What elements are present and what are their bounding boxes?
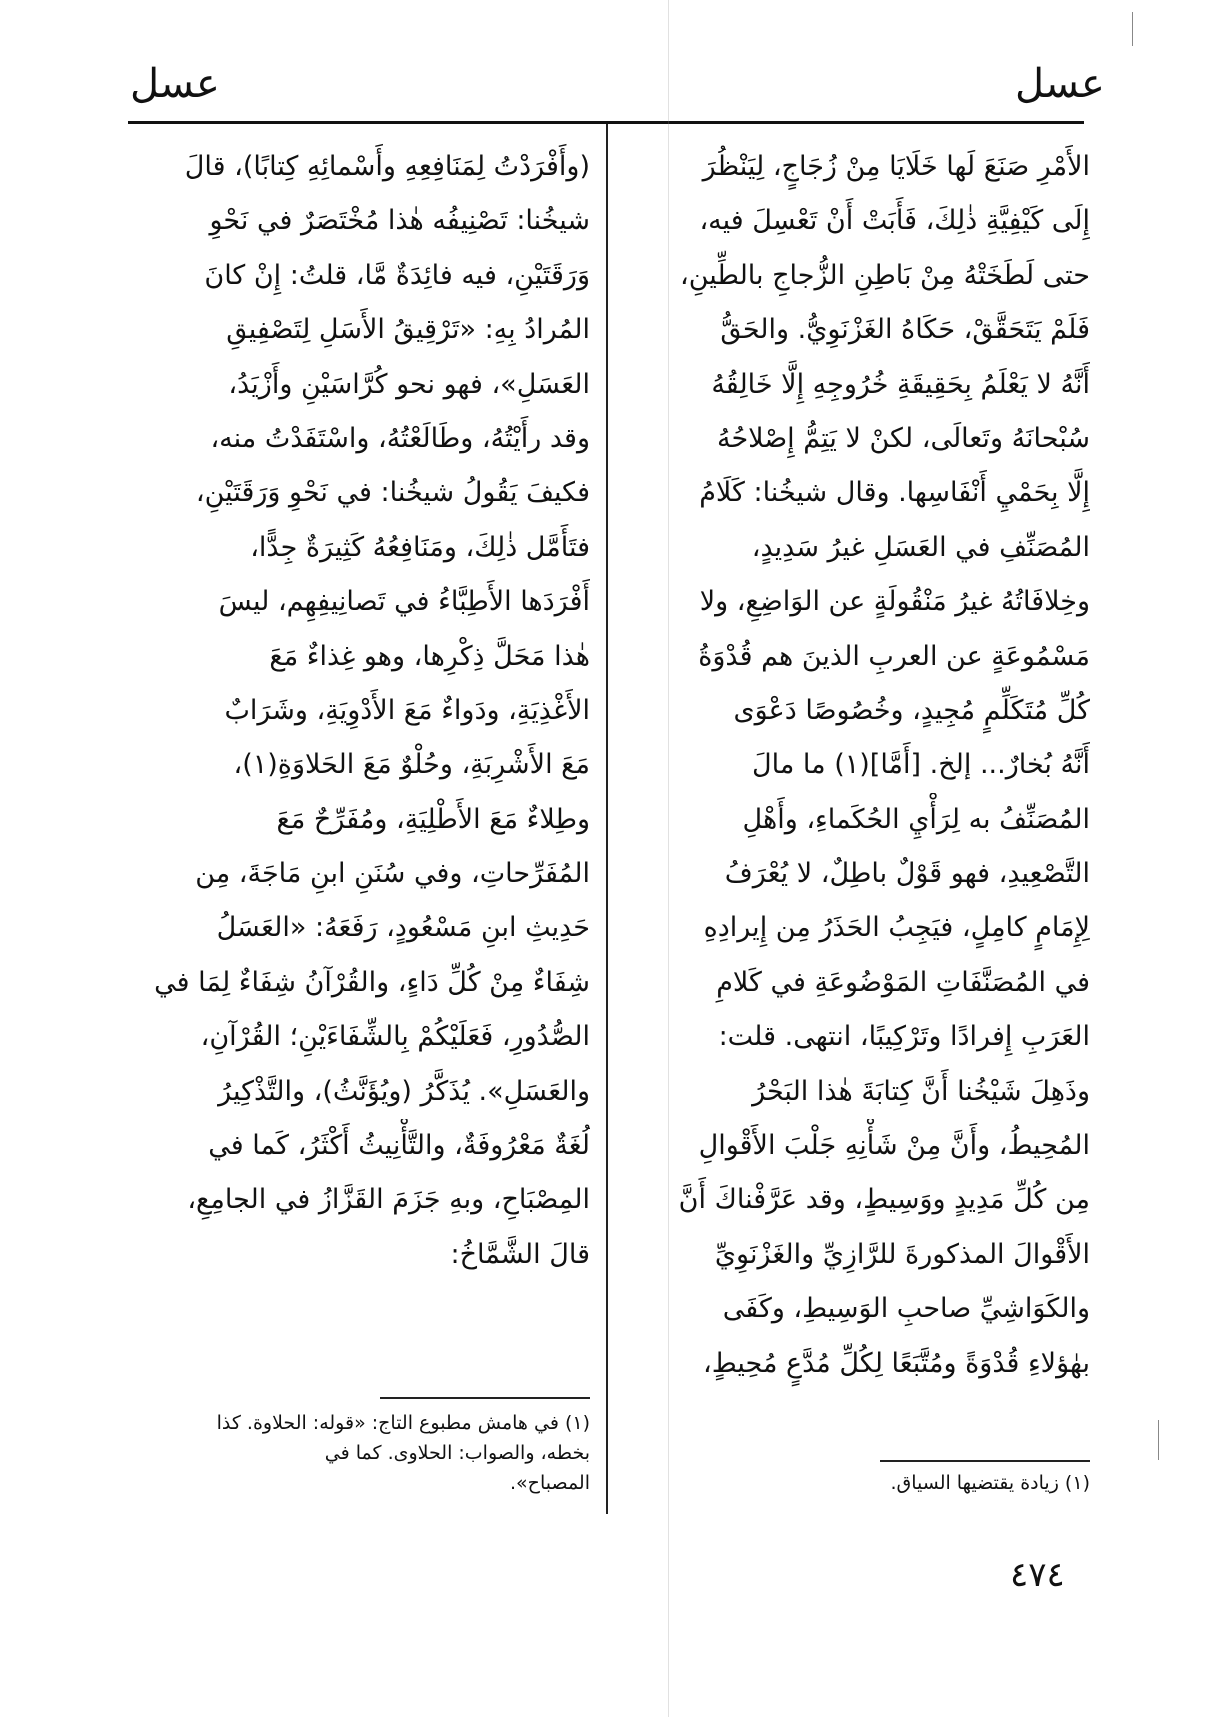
header-left-entry-word: عسل (130, 61, 220, 107)
text-line: التَّصْعِيدِ، فهو قَوْلٌ باطِلٌ، لا يُعْرَفُ (724, 858, 1090, 890)
text-line: لِإِمَامٍ كامِلٍ، فيَجِبُ الحَذَرُ مِن إِيرادِهِ (703, 912, 1090, 944)
left-footnote-line: المصباح». (510, 1472, 590, 1494)
right-footnote-rule (880, 1460, 1090, 1462)
header-right-entry-word: عسل (1015, 61, 1105, 107)
text-line: مِن كُلِّ مَدِيدٍ ووَسِيطٍ، وقد عَرَّفْناكَ أَنَّ (678, 1184, 1090, 1216)
text-line: كُلِّ مُتَكَلِّمٍ مُجِيدٍ، وخُصُوصًا دَعْوَى (733, 694, 1090, 726)
scan-artifact-line (668, 0, 669, 1717)
text-line: سُبْحانَهُ وتَعالَى، لكنْ لا يَتِمُّ إِصْلاحُهُ (716, 422, 1090, 454)
text-line: المُرادُ بِهِ: «تَرْقِيقُ الأَسَلِ لِتَصْفِيقِ (226, 314, 590, 346)
text-line: المُصَنِّفِ في العَسَلِ غيرُ سَدِيدٍ، (751, 531, 1090, 563)
text-line: وخِلافَاتُهُ غيرُ مَنْقُولَةٍ عن الوَاضِعِ، ولا (699, 586, 1090, 618)
text-line: الأَمْرِ صَنَعَ لَها خَلَايَا مِنْ زُجَاجٍ، لِيَنْظُرَ (702, 151, 1090, 182)
text-line: أَفْرَدَها الأَطِبَّاءُ في تَصانِيفِهِم، ليسَ (218, 586, 590, 618)
text-line: الأَغْذِيَةِ، ودَواءٌ مَعَ الأَدْوِيَةِ، وشَرَابٌ (224, 694, 590, 726)
text-line: المُصَنِّفُ به لِرَأْيِ الحُكَماءِ، وأَهْلِ (742, 803, 1090, 835)
text-line: الصُّدُورِ، فَعَلَيْكُمْ بِالشِّفَاءَيْنِ؛ القُرْآنِ، (200, 1021, 590, 1053)
left-text-column (138, 140, 590, 1282)
text-line: مَسْمُوعَةٍ عن العربِ الذينَ هم قُدْوَةُ (698, 640, 1090, 672)
text-line: شِفَاءٌ مِنْ كُلِّ دَاءٍ، والقُرْآنُ شِفَاءٌ لِمَا في (154, 966, 590, 998)
text-line: العَرَبِ إِفرادًا وتَرْكِيبًا، انتهى. قلت: (718, 1021, 1090, 1053)
right-text-column (635, 140, 1090, 1391)
text-line: في المُصَنَّفَاتِ المَوْضُوعَةِ في كَلامِ (716, 966, 1090, 998)
text-line: هٰذا مَحَلَّ ذِكْرِها، وهو غِذاءٌ مَعَ (269, 640, 590, 672)
text-line: المُفَرِّحاتِ، وفي سُنَنِ ابنِ مَاجَةَ، مِن (195, 858, 590, 890)
text-line: وذَهِلَ شَيْخُنا أَنَّ كِتابَةَ هٰذا البَحْرُ (752, 1075, 1090, 1107)
text-line: وطِلاءٌ مَعَ الأَطْلِيَةِ، ومُفَرِّحٌ مَعَ (276, 803, 590, 835)
text-line: حتى لَطَخَتْهُ مِنْ بَاطِنِ الزُّجاجِ بالطِّينِ، (680, 259, 1090, 291)
scan-artifact-mark (1158, 1420, 1159, 1460)
text-line: أَنَّهُ بُخارٌ... إلخ. [أَمَّا](١) ما مالَ (752, 749, 1090, 781)
column-divider (606, 124, 608, 1514)
text-line: شيخُنا: تَصْنِيفُه هٰذا مُخْتَصَرٌ في نَحْوِ (209, 205, 590, 237)
left-footnote-line: بخطه، والصواب: الحلاوى. كما في (324, 1442, 590, 1464)
text-line: المُحِيطُ، وأَنَّ مِنْ شَأْنِهِ جَلْبَ الأَقْوالِ (698, 1130, 1090, 1162)
text-line: الأَقْوالَ المذكورةَ للرَّازِيِّ والغَزْنَوِيِّ (714, 1238, 1090, 1270)
page-number: ٤٧٤ (1010, 1555, 1065, 1595)
text-line: والعَسَلِ». يُذَكَّرُ (ويُؤَنَّثُ)، والتَّذْكِيرُ (218, 1075, 590, 1107)
left-footnote (138, 1408, 590, 1498)
text-line: بهٰؤلاءِ قُدْوَةً ومُتَّبَعًا لِكُلِّ مُدَّعٍ مُحِيطٍ، (703, 1347, 1090, 1379)
text-line: وقد رأَيْتُهُ، وطَالَعْتُهُ، واسْتَفَدْتُ منه، (210, 422, 590, 454)
text-line: والكَوَاشِيِّ صاحبِ الوَسِيطِ، وكَفَى (722, 1293, 1090, 1325)
scan-artifact-mark (1132, 12, 1133, 46)
text-line: فكيفَ يَقُولُ شيخُنا: في نَحْوِ وَرَقَتَيْنِ، (195, 477, 590, 509)
left-footnote-line: (١) في هامش مطبوع التاج: «قوله: الحلاوة. كذا (216, 1412, 590, 1434)
text-line: إِلَّا بِحَمْيِ أَنْفَاسِها. وقال شيخُنا: كَلَامُ (699, 477, 1090, 509)
text-line: العَسَلِ»، فهو نحو كُرَّاسَيْنِ وأَزْيَدُ، (228, 368, 590, 400)
text-line: لُغَةٌ مَعْرُوفَةٌ، والتَّأْنِيثُ أَكْثَرُ، كَما في (208, 1130, 590, 1162)
text-line: فَلَمْ يَتَحَقَّقْ، حَكَاهُ الغَزْنَوِيُّ. والحَقُّ (720, 314, 1090, 346)
text-line: وَرَقَتَيْنِ، فيه فائِدَةٌ مَّا، قلتُ: إِنْ كانَ (204, 259, 590, 291)
right-footnote-text: (١) زيادة يقتضيها السياق. (890, 1472, 1090, 1494)
text-line: أَنَّهُ لا يَعْلَمُ بِحَقِيقَةِ خُرُوجِهِ إِلَّا خَالِقُهُ (711, 368, 1090, 400)
text-line: قالَ الشَّمَّاخُ: (450, 1238, 590, 1270)
right-footnote (700, 1468, 1090, 1498)
text-line: مَعَ الأَشْرِبَةِ، وحُلْوٌ مَعَ الحَلاوَةِ(١)، (233, 749, 590, 781)
text-line: إِلَى كَيْفِيَّةِ ذٰلِكَ، فَأَبَتْ أَنْ تَعْسِلَ فيه، (699, 205, 1090, 237)
left-footnote-rule (380, 1397, 590, 1399)
text-line: المِصْبَاحِ، وبهِ جَزَمَ القَزَّازُ في الجامِعِ، (187, 1184, 590, 1216)
text-line: فتَأَمَّل ذٰلِكَ، ومَنَافِعُهُ كَثِيرَةٌ جِدًّا، (250, 531, 590, 563)
text-line: (وأَفْرَدْتُ لِمَنَافِعِهِ وأَسْمائِهِ كِتابًا)، قالَ (184, 151, 590, 182)
text-line: حَدِيثِ ابنِ مَسْعُودٍ، رَفَعَهُ: «العَسَلُ (216, 912, 590, 944)
